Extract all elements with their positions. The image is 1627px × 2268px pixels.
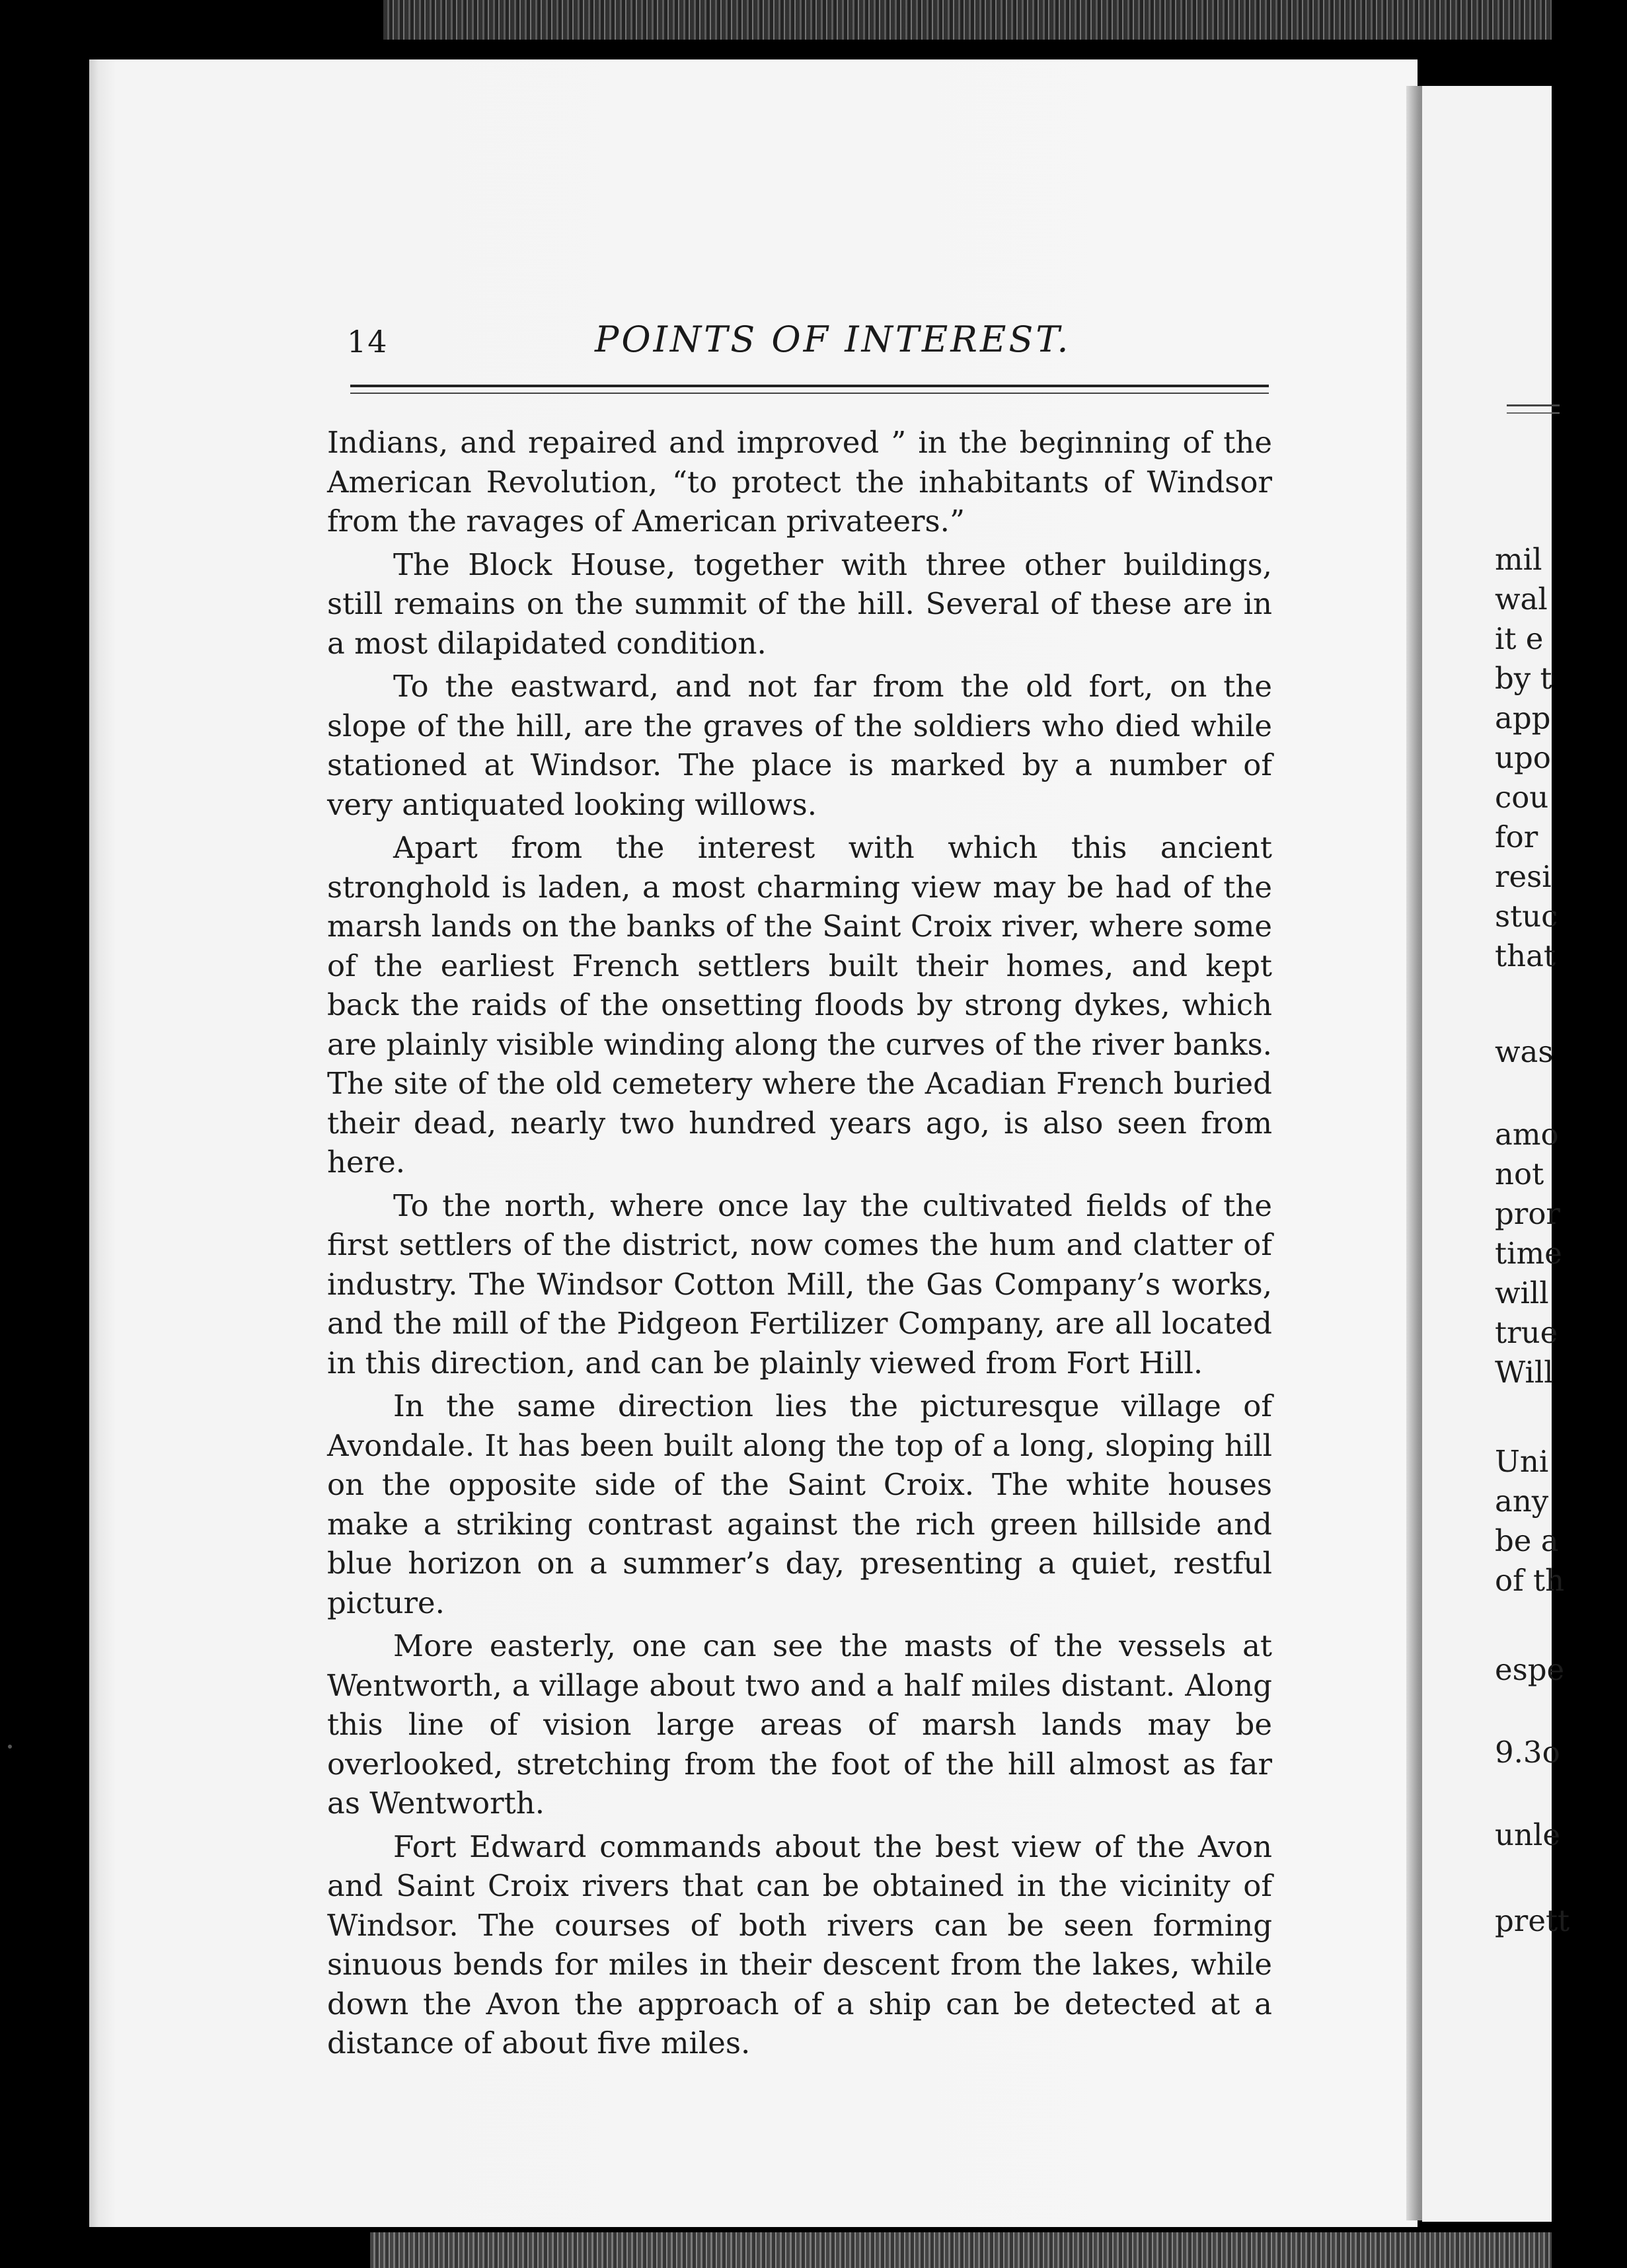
right-page-line: Uni [1495,1444,1549,1479]
header-rule-thick [350,385,1269,387]
body-text [327,423,1272,2067]
right-page-line: was [1495,1034,1554,1069]
paragraph: More easterly, one can see the masts of the vessels at Wentworth, a village about two and a half miles distant. Along this line of vision large areas of marsh lands may be overlooked, stretching from the foot of the hill almost as far as Wentworth. [327,1628,1272,1821]
paragraph: To the north, where once lay the cultivated fields of the first settlers of the district, now comes the hum and clatter of industry. The Windsor Cotton Mill, the Gas Company’s works, and the mill of the Pidgeon Fertilizer Company, are all located in this direction, and can be plainly viewed from Fort Hill. [327,1188,1272,1380]
right-page-line: app [1495,700,1551,736]
right-page-line: pror [1495,1196,1560,1231]
right-page-line: 9.3o [1495,1735,1560,1770]
paragraph: Indians, and repaired and improved ” in the beginning of the American Revolution, “to protect the inhabitants of Windsor from the ravages of American privateers.” [327,425,1272,539]
page-header-title: POINTS OF INTEREST. [595,319,1071,360]
right-page-line: cou [1495,780,1549,815]
right-page-line: be a [1495,1523,1559,1558]
right-page-line: it e [1495,621,1544,656]
right-page-line: will [1495,1275,1549,1310]
right-page-line: amo [1495,1117,1559,1152]
paragraph: To the eastward, and not far from the old fort, on the slope of the hill, are the graves of the soldiers who died while stationed at Windsor. The place is marked by a number of very antiquated looking willows. [327,669,1272,822]
paragraph: The Block House, together with three other buildings, still remains on the summit of the hill. Several of these are in a most dilapidated condition. [327,547,1272,661]
right-page-line: any [1495,1484,1549,1519]
right-page-line: that [1495,938,1556,973]
right-page-line: true [1495,1315,1558,1350]
scan-speck [8,1745,12,1749]
running-head [347,319,1272,371]
right-page-line: prett [1495,1903,1570,1938]
page-number: 14 [347,324,389,359]
paragraph: In the same direction lies the picturesque village of Avondale. It has been built along the top of a long, sloping hill on the opposite side of the Saint Croix. The white houses make a striking contrast against the rich green hillside and blue horizon on a summer’s day, presenting a quiet, restful picture. [327,1388,1272,1620]
right-page-line: by t [1495,661,1552,696]
right-page-line: of th [1495,1563,1565,1598]
right-page-line: mil [1495,542,1542,577]
right-page-line: not [1495,1156,1544,1191]
right-page-rule [1507,404,1560,406]
paragraph: Apart from the interest with which this ancient stronghold is laden, a most charming view may be had of the marsh lands on the banks of the Saint Croix river, where some of the earliest French settlers built their homes, and kept back the raids of the onsetting floods by strong dykes, which are plainly visible winding along the curves of the river banks. The site of the old cemetery where the Acadian French buried their dead, nearly two hundred years ago, is also seen from here. [327,830,1272,1180]
right-page-line: espe [1495,1652,1565,1687]
right-page-line: wal [1495,582,1548,617]
scan-top-edge [383,0,1552,40]
right-page-rule-thin [1507,412,1560,414]
right-page-line: upo [1495,740,1551,775]
right-page-line: for [1495,819,1538,854]
right-page-line: Will [1495,1355,1554,1390]
right-page-line: stuc [1495,899,1558,934]
scan-bottom-edge [370,2232,1552,2268]
paragraph: Fort Edward commands about the best view of the Avon and Saint Croix rivers that can be obtained in the vicinity of Windsor. The courses of both rivers can be seen forming sinuous bends for miles in their descent from the lakes, while down the Avon the approach of a ship can be detected at a distance of about five miles. [327,1829,1272,2060]
right-page-line: unle [1495,1817,1560,1852]
right-page-line: time [1495,1236,1562,1271]
right-page-line: resi [1495,859,1552,894]
header-rule-thin [350,393,1269,394]
